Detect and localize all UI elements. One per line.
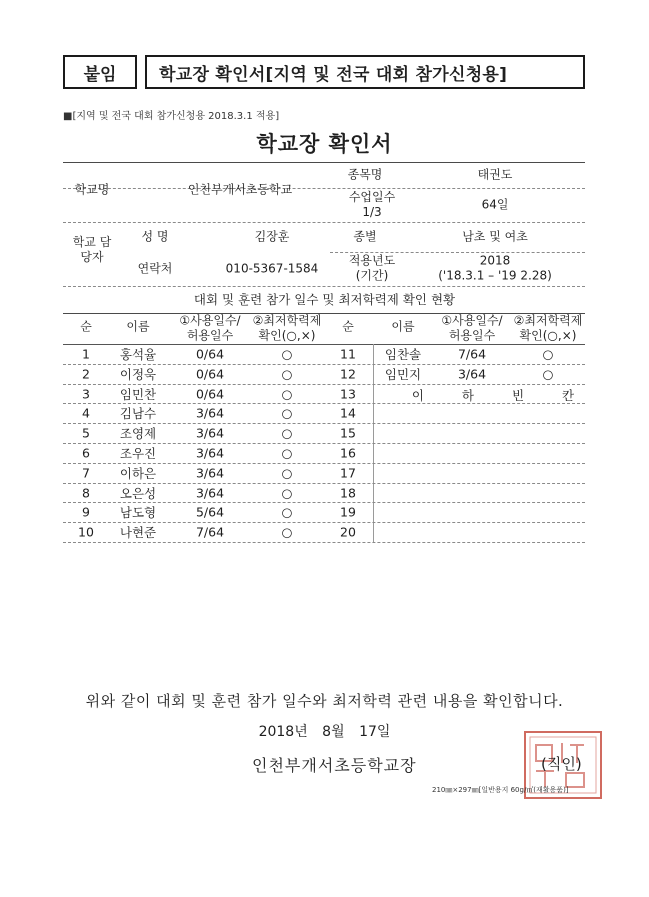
row-number: 17: [340, 465, 356, 481]
row-number: 2: [82, 366, 90, 382]
academic-check: ○: [281, 504, 293, 520]
row-rule: [63, 542, 585, 543]
col-header-days-sub: 허용일수: [186, 328, 234, 343]
list-caption: 대회 및 훈련 참가 일수 및 최저학력제 확인 현황: [193, 292, 456, 307]
row-number: 16: [340, 445, 356, 461]
rule: [63, 162, 585, 163]
teacher-label: 학교 담당자: [72, 235, 112, 264]
confirmation-statement: 위와 같이 대회 및 훈련 참가 일수와 최저학력 관련 내용을 확인합니다.: [85, 692, 564, 710]
student-name: 김남수: [119, 406, 157, 422]
year-period-value: ('18.3.1 – '19 2.28): [438, 268, 552, 283]
rule: [63, 286, 585, 287]
academic-check: ○: [542, 366, 554, 382]
row-number: 12: [340, 366, 356, 382]
col-header-no: 순: [80, 319, 92, 334]
row-number: 20: [340, 524, 356, 540]
academic-check: ○: [542, 346, 554, 362]
col-header-check-sub: 확인(○,×): [258, 328, 316, 343]
days-used: 3/64: [195, 405, 225, 421]
col-header-check: ②최저학력제: [252, 313, 322, 328]
col-header-check: ②최저학력제: [513, 313, 583, 328]
days-used: 5/64: [195, 504, 225, 520]
days-value: 64일: [481, 197, 509, 212]
days-used: 3/64: [195, 485, 225, 500]
row-number: 8: [82, 485, 90, 500]
student-name: 이정욱: [119, 366, 157, 382]
sport-label: 종목명: [347, 167, 383, 182]
col-header-check-sub: 확인(○,×): [519, 328, 577, 343]
year-value: 2018: [479, 253, 511, 268]
student-name: 조우진: [119, 445, 157, 461]
row-number: 6: [82, 445, 90, 461]
row-number: 1: [82, 346, 90, 362]
days-label: 수업일수 1/3: [348, 190, 396, 219]
academic-check: ○: [281, 386, 293, 401]
days-used: 3/64: [195, 445, 225, 461]
issue-date: 2018년 8월 17일: [258, 724, 391, 740]
name-label: 성 명: [141, 229, 169, 244]
attachment-tag: [63, 55, 137, 89]
student-name: 이하은: [119, 465, 157, 481]
category-label: 종별: [353, 229, 377, 244]
col-header-name: 이름: [126, 319, 150, 334]
row-number: 5: [82, 425, 90, 441]
year-label-period: (기간): [355, 268, 389, 283]
student-name: 오은성: [119, 485, 157, 501]
days-used: 7/64: [195, 524, 225, 540]
school-value: 인천부개서초등학교: [187, 182, 293, 197]
contact-value: 010-5367-1584: [225, 261, 319, 276]
rule: [63, 222, 585, 223]
student-name: 홍석율: [119, 346, 157, 362]
student-name: 임민찬: [119, 386, 157, 402]
row-number: 19: [340, 504, 356, 520]
col-header-days: ①사용일수/: [441, 313, 503, 328]
row-number: 13: [340, 386, 356, 401]
row-number: 7: [82, 465, 90, 481]
row-number: 10: [78, 524, 94, 540]
blank-note: 이 하 빈 칸: [411, 388, 575, 403]
academic-check: ○: [281, 485, 293, 500]
form-note: ■[지역 및 전국 대회 참가신청용 2018.3.1 적용]: [63, 111, 280, 122]
principal-name: 인천부개서초등학교장: [252, 756, 417, 775]
row-number: 4: [82, 405, 90, 421]
academic-check: ○: [281, 445, 293, 461]
rule: [63, 313, 585, 314]
days-used: 7/64: [457, 346, 487, 362]
col-header-days-sub: 허용일수: [448, 328, 496, 343]
row-number: 18: [340, 485, 356, 500]
days-used: 3/64: [195, 425, 225, 441]
col-header-no: 순: [342, 319, 354, 334]
student-name: 임민지: [384, 366, 422, 382]
contact-label: 연락처: [137, 261, 173, 276]
academic-check: ○: [281, 346, 293, 362]
days-used: 0/64: [195, 386, 225, 401]
days-used: 0/64: [195, 346, 225, 362]
days-used: 0/64: [195, 366, 225, 382]
paper-spec-note: 210㎜×297㎜[일반용지 60g/㎡(재활용품)]: [432, 786, 569, 794]
student-name: 임찬솔: [384, 346, 422, 362]
row-number: 14: [340, 405, 356, 421]
sport-value: 태권도: [477, 167, 513, 182]
year-label: 적용년도: [348, 253, 396, 268]
form-heading-text: 학교장 확인서[지역 및 전국 대회 참가신청용]: [159, 64, 508, 85]
academic-check: ○: [281, 405, 293, 421]
days-used: 3/64: [457, 366, 487, 382]
row-number: 9: [82, 504, 90, 520]
form-heading: [145, 55, 585, 89]
student-name: 조영제: [119, 426, 157, 442]
student-name: 남도형: [119, 505, 157, 521]
row-number: 3: [82, 386, 90, 401]
document-title: 학교장 확인서: [256, 132, 393, 156]
col-header-name: 이름: [391, 319, 415, 334]
col-header-days: ①사용일수/: [179, 313, 241, 328]
seal-label: (직인): [541, 755, 582, 773]
row-number: 15: [340, 425, 356, 441]
name-value: 김장훈: [254, 229, 290, 244]
category-value: 남초 및 여초: [462, 229, 528, 244]
rule: [63, 188, 585, 189]
attachment-tag-label: 붙임: [83, 64, 117, 85]
row-number: 11: [340, 346, 356, 362]
academic-check: ○: [281, 465, 293, 481]
academic-check: ○: [281, 366, 293, 382]
student-name: 나현준: [119, 525, 157, 541]
academic-check: ○: [281, 524, 293, 540]
days-used: 3/64: [195, 465, 225, 481]
school-label: 학교명: [74, 182, 110, 197]
academic-check: ○: [281, 425, 293, 441]
